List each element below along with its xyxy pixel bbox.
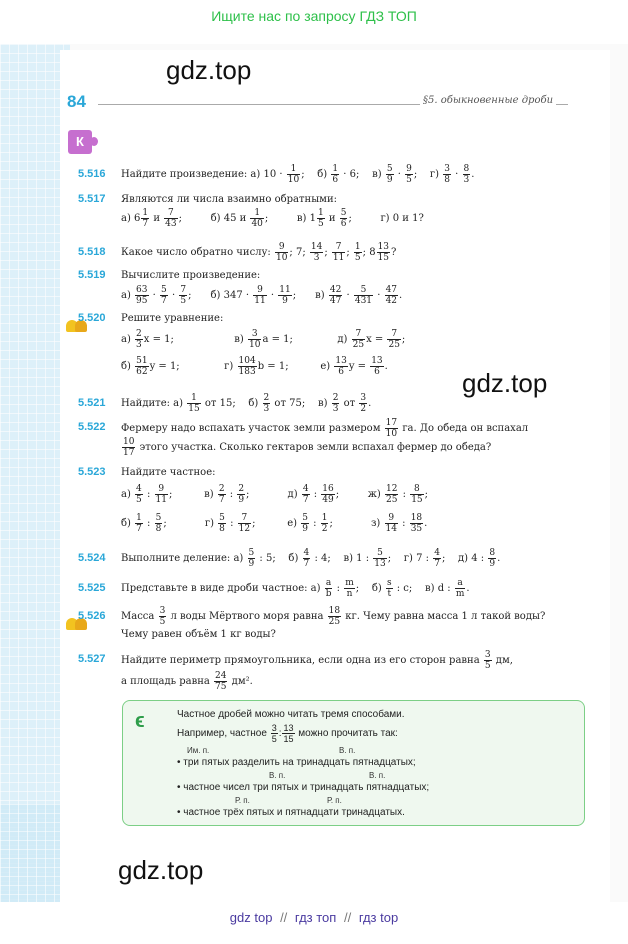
footer-link[interactable]: гдз top <box>358 910 399 925</box>
task-number: 5.525 <box>78 582 106 594</box>
task-text: дм². <box>231 676 253 687</box>
note-line: Частное дробей можно читать тремя способами. <box>177 709 405 720</box>
note-text: можно прочитать так: <box>298 728 398 740</box>
task-number: 5.521 <box>78 397 106 409</box>
task-line: а площадь равна $\frac{24}{75}$ дм². <box>121 671 253 692</box>
task-number: 5.524 <box>78 552 106 564</box>
case-caption: Р. п. <box>235 796 250 805</box>
note-bullet: • частное трёх пятых и пятнадцати тринадцатых. <box>177 807 405 818</box>
task-text: Найдите периметр прямоугольника, если одна из его сторон равна <box>121 655 480 666</box>
task-text: Чему равен объём 1 кг воды? <box>121 629 276 640</box>
curly-c-icon: ϵ <box>135 710 145 732</box>
task-line: Выполните деление: а) $\frac{5}{9}$ : 5; б) $\frac{4}{7}$ : 4; в) 1 : $\frac{5}{13}$ ; г) 7 : $\frac{4}{7}$ ; д) 4 : $\frac{8}{9}$ . <box>121 548 501 569</box>
footer-links <box>0 910 628 925</box>
task-number: 5.527 <box>78 653 106 665</box>
rule-note-box <box>122 700 585 826</box>
task-text: этого участка. Сколько гектаров земли вспахал фермер до обеда? <box>139 442 492 453</box>
task-text: л воды Мёртвого моря равна <box>170 611 324 622</box>
task-line: Фермеру надо вспахать участок земли размером $\frac{17}{10}$ га. До обеда он вспахал <box>121 418 529 439</box>
task-text: Выполните деление: <box>121 553 231 564</box>
task-line: б) $\frac{1}{7}$ : $\frac{5}{8}$ ; г) $\frac{5}{8}$ : $\frac{7}{12}$ ; е) $\frac{5}{9}$ : $\frac{1}{2}$ ; з) $\frac{9}{14}$ : $\frac{18}{35}$ . <box>121 513 428 534</box>
task-number: 5.518 <box>78 246 106 258</box>
footer-link[interactable]: гдз топ <box>294 910 337 925</box>
case-caption: В. п. <box>339 746 356 755</box>
case-caption: В. п. <box>269 771 286 780</box>
task-text: кг. Чему равна масса 1 л такой воды? <box>345 611 546 622</box>
task-number: 5.516 <box>78 168 106 180</box>
task-text: Найдите: <box>121 398 170 409</box>
note-line: Например, частное $\frac{3}{5}$ : $\frac{13}{15}$ можно прочитать так: <box>177 723 398 744</box>
task-text: Масса <box>121 611 155 622</box>
note-bullet: • частное чисел три пятых и тринадцать пятнадцатых; <box>177 782 430 793</box>
task-line: а) 6 $\frac{1}{7}$ и $\frac{7}{43}$ ; б) 45 и $\frac{1}{40}$ ; в) 1 $\frac{1}{5}$ и $\frac{5}{6}$ ; г) 0 и 1? <box>121 208 424 229</box>
task-text: га. До обеда он вспахал <box>402 423 529 434</box>
task-line: а) $\frac{63}{95}$ · $\frac{5}{7}$ · $\frac{7}{5}$ ; б) 347 · $\frac{9}{11}$ · $\frac{11}{9}$ ; в) $\frac{42}{47}$ · $\frac{5}{431}$ · $\frac{47}{42}$ . <box>121 285 403 306</box>
case-caption: Им. п. <box>187 746 210 755</box>
footer-link[interactable]: gdz top <box>229 910 273 925</box>
footer-separator: // <box>280 910 288 925</box>
task-number: 5.520 <box>78 312 106 324</box>
task-number: 5.517 <box>78 193 106 205</box>
task-line: а) $\frac{2}{3}$ x = 1; в) $\frac{3}{10}$ a = 1; д) $\frac{7}{25}$ x = $\frac{7}{25}$ ; <box>121 329 406 350</box>
case-caption: В. п. <box>369 771 386 780</box>
chapter-title: §5. обыкновенные дроби <box>420 95 556 106</box>
task-text: Найдите произведение: <box>121 169 248 180</box>
task-text: Вычислите произведение: <box>121 270 261 281</box>
task-line: $\frac{10}{17}$ этого участка. Сколько гектаров земли вспахал фермер до обеда? <box>123 437 492 458</box>
note-bullet: • три пятых разделить на тринадцать пятнадцатых; <box>177 757 416 768</box>
task-line: Представьте в виде дроби частное: а) $\frac{a}{b}$ : $\frac{m}{n}$ ; б) $\frac{s}{t}$ : c; в) d : $\frac{a}{m}$ . <box>121 578 470 599</box>
task-number: 5.522 <box>78 421 106 433</box>
task-text: Решите уравнение: <box>121 313 224 324</box>
task-text: Представьте в виде дроби частное: <box>121 583 308 594</box>
page-number: 84 <box>67 92 86 111</box>
case-caption: Р. п. <box>327 796 342 805</box>
task-number: 5.519 <box>78 269 106 281</box>
watermark: gdz.top <box>118 855 204 885</box>
task-line: Какое число обратно числу: $\frac{9}{10}$ ; 7; $\frac{14}{3}$ ; $\frac{7}{11}$ ; $\frac{1}{5}$ ; 8 $\frac{13}{15}$ ? <box>121 242 397 263</box>
task-text: Фермеру надо вспахать участок земли размером <box>121 423 381 434</box>
task-text: дм, <box>495 655 513 666</box>
watermark: gdz.top <box>462 368 548 398</box>
task-line: Найдите периметр прямоугольника, если одна из его сторон равна $\frac{3}{5}$ дм, <box>121 650 513 671</box>
k-badge-icon: К <box>68 130 92 154</box>
task-text: Какое число обратно числу: <box>121 247 271 258</box>
top-banner[interactable]: Ищите нас по запросу ГДЗ ТОП <box>211 8 417 24</box>
task-number: 5.523 <box>78 466 106 478</box>
task-text: Являются ли числа взаимно обратными: <box>121 194 337 205</box>
task-number: 5.526 <box>78 610 106 622</box>
watermark: gdz.top <box>166 55 252 85</box>
task-line: б) $\frac{51}{62}$ y = 1; г) $\frac{104}{183}$ b = 1; е) $\frac{13}{6}$ y = $\frac{13}{6}$ . <box>121 356 388 377</box>
task-line: а) $\frac{4}{5}$ : $\frac{9}{11}$ ; в) $\frac{2}{7}$ : $\frac{2}{9}$ ; д) $\frac{4}{7}$ : $\frac{16}{49}$ ; ж) $\frac{12}{25}$ : $\frac{8}{15}$ ; <box>121 484 429 505</box>
task-line: Масса $\frac{3}{5}$ л воды Мёртвого моря равна $\frac{18}{25}$ кг. Чему равна масса 1 л такой воды? <box>121 606 546 627</box>
task-text: Найдите частное: <box>121 467 216 478</box>
task-line: Найдите произведение: а) 10 · $\frac{1}{10}$ ; б) $\frac{1}{6}$ · 6; в) $\frac{5}{9}$ · $\frac{9}{5}$ ; г) $\frac{3}{8}$ · $\frac{8}{3}$ . <box>121 164 475 185</box>
note-text: Например, частное <box>177 728 267 740</box>
footer-separator: // <box>343 910 352 925</box>
task-line: Найдите: а) $\frac{1}{15}$ от 15; б) $\frac{2}{3}$ от 75; в) $\frac{2}{3}$ от $\frac{3}{2}$ . <box>121 393 372 414</box>
task-text: а площадь равна <box>121 676 210 687</box>
